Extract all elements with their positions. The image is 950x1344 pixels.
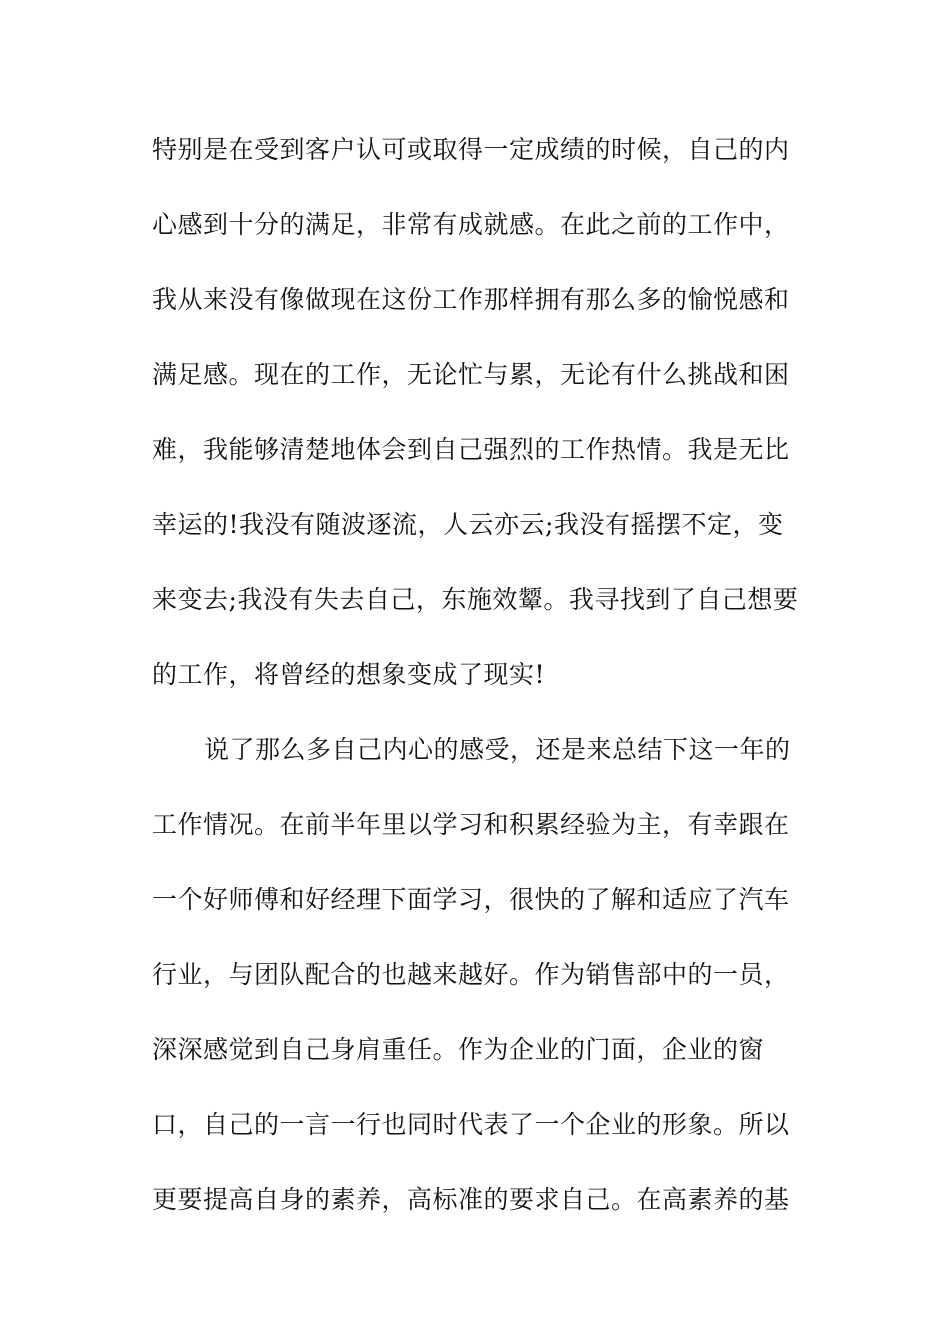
text-line-2: 心感到十分的满足，非常有成就感。在此之前的工作中， <box>152 210 790 239</box>
text-line-3: 我从来没有像做现在这份工作那样拥有那么多的愉悦感和 <box>152 285 790 314</box>
text-line-12: 行业，与团队配合的也越来越好。作为销售部中的一员， <box>152 960 790 989</box>
paragraph-start-line: 说了那么多自己内心的感受，还是来总结下这一年的 <box>204 735 791 764</box>
text-line-8: 的工作，将曾经的想象变成了现实! <box>152 660 546 689</box>
text-line-6: 幸运的!我没有随波逐流，人云亦云;我没有摇摆不定，变 <box>152 510 784 539</box>
text-line-1: 特别是在受到客户认可或取得一定成绩的时候，自己的内 <box>152 135 790 164</box>
text-line-15: 更要提高自身的素养，高标准的要求自己。在高素养的基 <box>152 1185 790 1214</box>
text-line-4: 满足感。现在的工作，无论忙与累，无论有什么挑战和困 <box>152 360 790 389</box>
text-line-5: 难，我能够清楚地体会到自己强烈的工作热情。我是无比 <box>152 435 790 464</box>
text-line-13: 深深感觉到自己身肩重任。作为企业的门面，企业的窗 <box>152 1035 765 1064</box>
text-line-14: 口，自己的一言一行也同时代表了一个企业的形象。所以 <box>152 1110 790 1139</box>
text-line-7: 来变去;我没有失去自己，东施效颦。我寻找到了自己想要 <box>152 585 799 614</box>
text-line-11: 一个好师傅和好经理下面学习，很快的了解和适应了汽车 <box>152 885 790 914</box>
text-line-10: 工作情况。在前半年里以学习和积累经验为主，有幸跟在 <box>152 810 790 839</box>
